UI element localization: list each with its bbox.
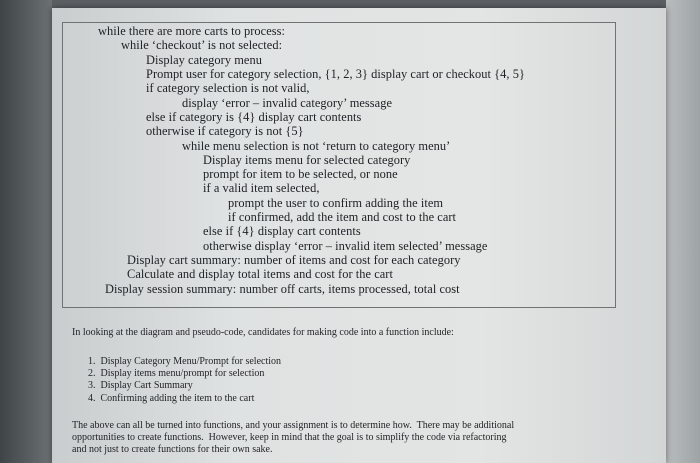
- pseudocode-line: while menu selection is not ‘return to category menu’: [182, 139, 451, 153]
- pseudocode-line: while ‘checkout’ is not selected:: [121, 38, 283, 52]
- closing-line: opportunities to create functions. However, keep in mind that the goal is to simplify the code via refactoring: [72, 432, 507, 443]
- pseudocode-line: if confirmed, add the item and cost to the cart: [228, 210, 457, 224]
- list-item: 1. Display Category Menu/Prompt for selection: [88, 356, 282, 367]
- pseudocode-line: if a valid item selected,: [203, 181, 320, 195]
- pseudocode-line: prompt for item to be selected, or none: [203, 167, 398, 181]
- pseudocode-line: Display items menu for selected category: [203, 153, 411, 167]
- pseudocode-line: prompt the user to confirm adding the item: [228, 196, 444, 210]
- pseudocode-line: else if {4} display cart contents: [203, 224, 361, 238]
- pseudocode-line: if category selection is not valid,: [146, 81, 310, 95]
- pseudocode-line: Prompt user for category selection, {1, 2, 3} display cart or checkout {4, 5}: [146, 67, 525, 81]
- list-item: 3. Display Cart Summary: [88, 380, 193, 391]
- photo-background-right: [666, 0, 700, 463]
- pseudocode-line: display ‘error – invalid category’ message: [182, 96, 393, 110]
- closing-line: The above can all be turned into functions, and your assignment is to determine how. There may be additional: [72, 420, 515, 431]
- intro-text: In looking at the diagram and pseudo-code, candidates for making code into a function include:: [72, 327, 454, 338]
- pseudocode-line: Display category menu: [146, 53, 262, 67]
- pseudocode-line: otherwise display ‘error – invalid item selected’ message: [203, 239, 488, 253]
- photo-background-left: [0, 0, 52, 463]
- pseudocode-line: Calculate and display total items and cost for the cart: [127, 267, 393, 281]
- pseudocode-line: Display session summary: number off carts, items processed, total cost: [105, 282, 460, 296]
- closing-line: and not just to create functions for their own sake.: [72, 444, 273, 455]
- pseudocode-line: else if category is {4} display cart contents: [146, 110, 362, 124]
- pseudocode-line: Display cart summary: number of items and cost for each category: [127, 253, 461, 267]
- list-item: 4. Confirming adding the item to the cart: [88, 393, 255, 404]
- list-item: 2. Display items menu/prompt for selection: [88, 368, 265, 379]
- pseudocode-line: otherwise if category is not {5}: [146, 124, 304, 138]
- pseudocode-line: while there are more carts to process:: [98, 24, 285, 38]
